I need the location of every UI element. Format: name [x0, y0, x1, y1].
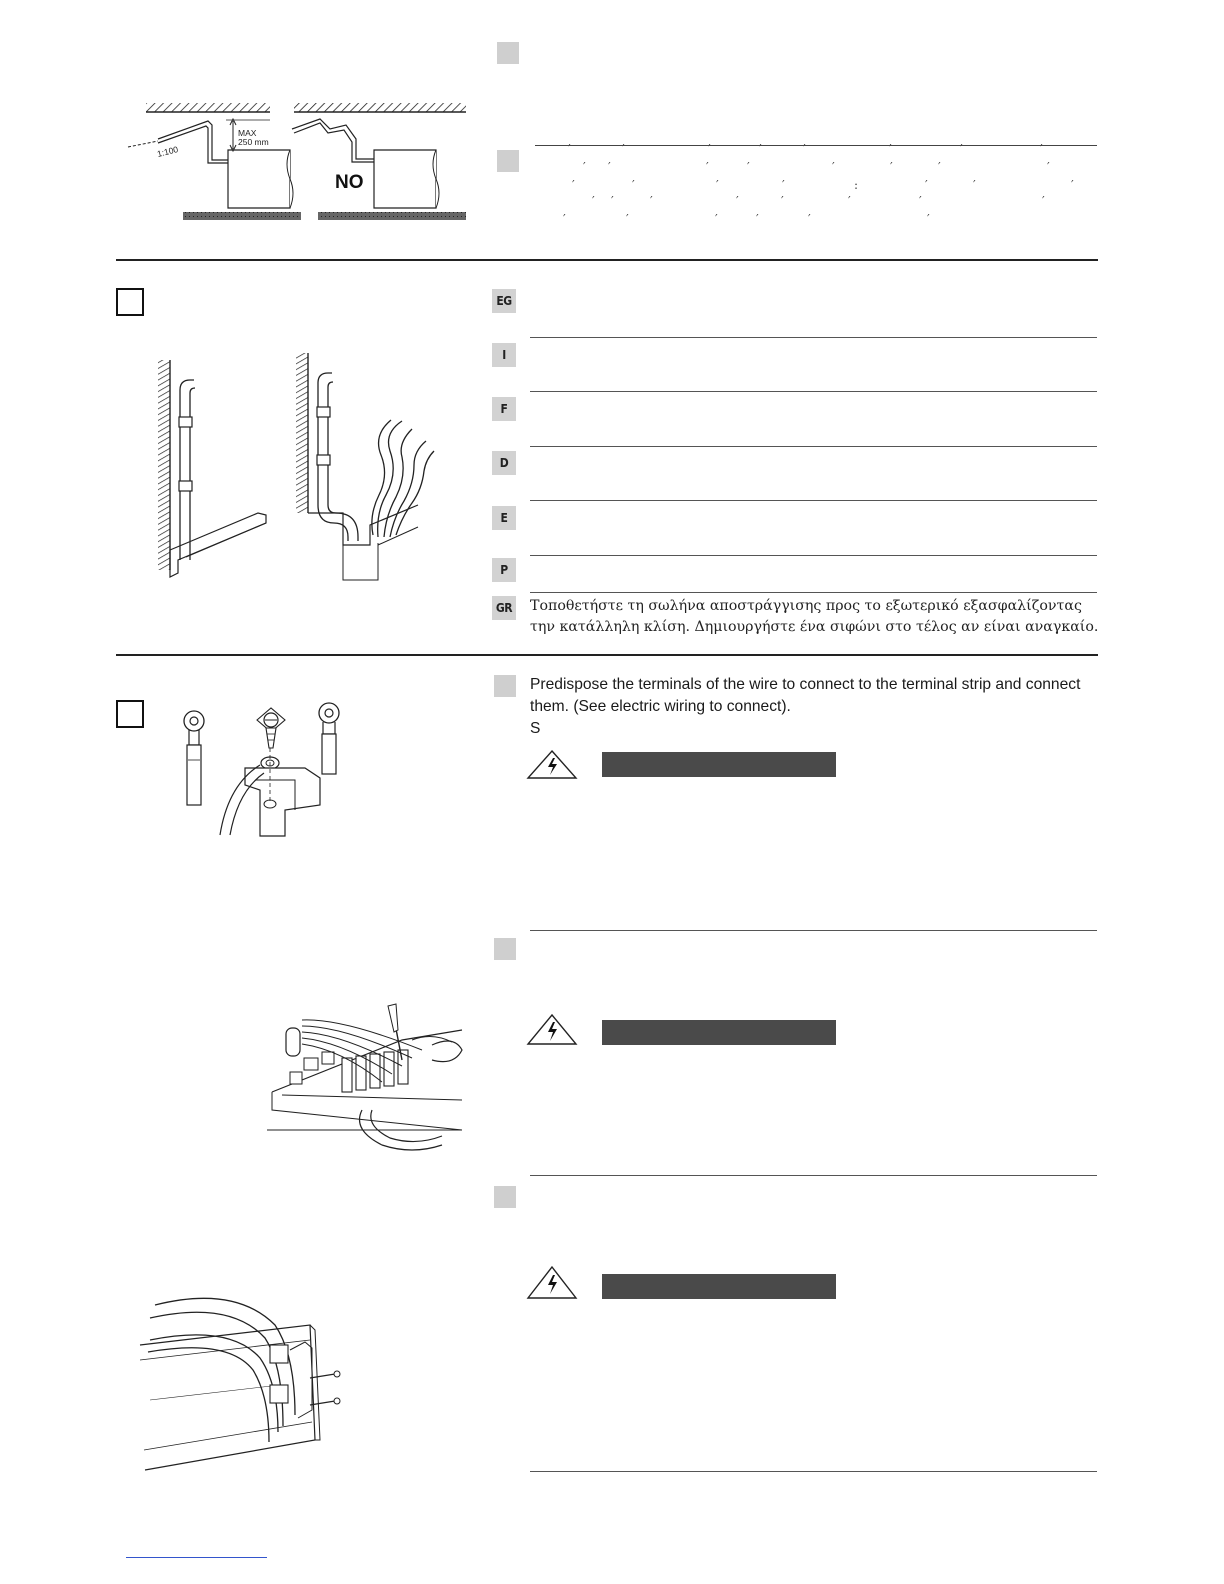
step-square — [116, 288, 144, 316]
slope-label: 1:100 — [156, 144, 180, 159]
marker-box — [497, 150, 519, 172]
lang-divider — [530, 555, 1097, 556]
electric-warning-icon — [526, 750, 578, 780]
footer-link-underline — [126, 1557, 267, 1558]
top-rule — [535, 145, 1097, 146]
warning-bar — [602, 1020, 836, 1045]
wiring-instruction-text: Predispose the terminals of the wire to connect to the terminal strip and connect them. (See electric wiring to connect). — [530, 676, 1081, 715]
max-label: MAX — [238, 128, 257, 138]
section-divider — [116, 654, 1098, 656]
lang-label-f: F — [492, 397, 516, 421]
cable-clamp-figure — [130, 1290, 360, 1475]
section-divider — [116, 259, 1098, 261]
marker-box — [494, 1186, 516, 1208]
drain-pipe-figure — [148, 345, 448, 585]
no-label: NO — [335, 172, 364, 193]
marker-box — [494, 938, 516, 960]
section-rule — [530, 1175, 1097, 1176]
wiring-s-line: S — [530, 720, 541, 737]
greek-instruction: Τοποθετήστε τη σωλήνα αποστράγγισης προς το εξωτερικό εξασφαλίζοντας την κατάλληλη κλίση. Δημιουργήστε ένα σιφώνι στο τέλος αν είναι αναγκαίο. — [530, 598, 1099, 635]
section-rule — [530, 1471, 1097, 1472]
wire-terminal-figure — [175, 700, 375, 840]
lang-label-i: I — [492, 343, 516, 367]
wiring-instruction — [530, 674, 1100, 740]
lang-divider — [530, 446, 1097, 447]
lang-divider — [530, 500, 1097, 501]
lang-label-eg: EG — [492, 289, 516, 313]
lang-label-e: E — [492, 506, 516, 530]
section-rule — [530, 930, 1097, 931]
lang-divider — [530, 337, 1097, 338]
warning-bar — [602, 1274, 836, 1299]
step-square — [116, 700, 144, 728]
marker-box — [494, 675, 516, 697]
lang-label-gr: GR — [492, 596, 516, 620]
lang-label-d: D — [492, 451, 516, 475]
lang-divider — [530, 592, 1097, 593]
marker-box — [497, 42, 519, 64]
lang-label-p: P — [492, 558, 516, 582]
electric-warning-icon — [526, 1014, 578, 1046]
lang-divider — [530, 391, 1097, 392]
max-value: 250 mm — [238, 137, 269, 147]
warning-bar — [602, 752, 836, 777]
electric-warning-icon — [526, 1266, 578, 1300]
drain-slope-figure — [120, 95, 480, 230]
terminal-strip-figure — [262, 1000, 472, 1155]
